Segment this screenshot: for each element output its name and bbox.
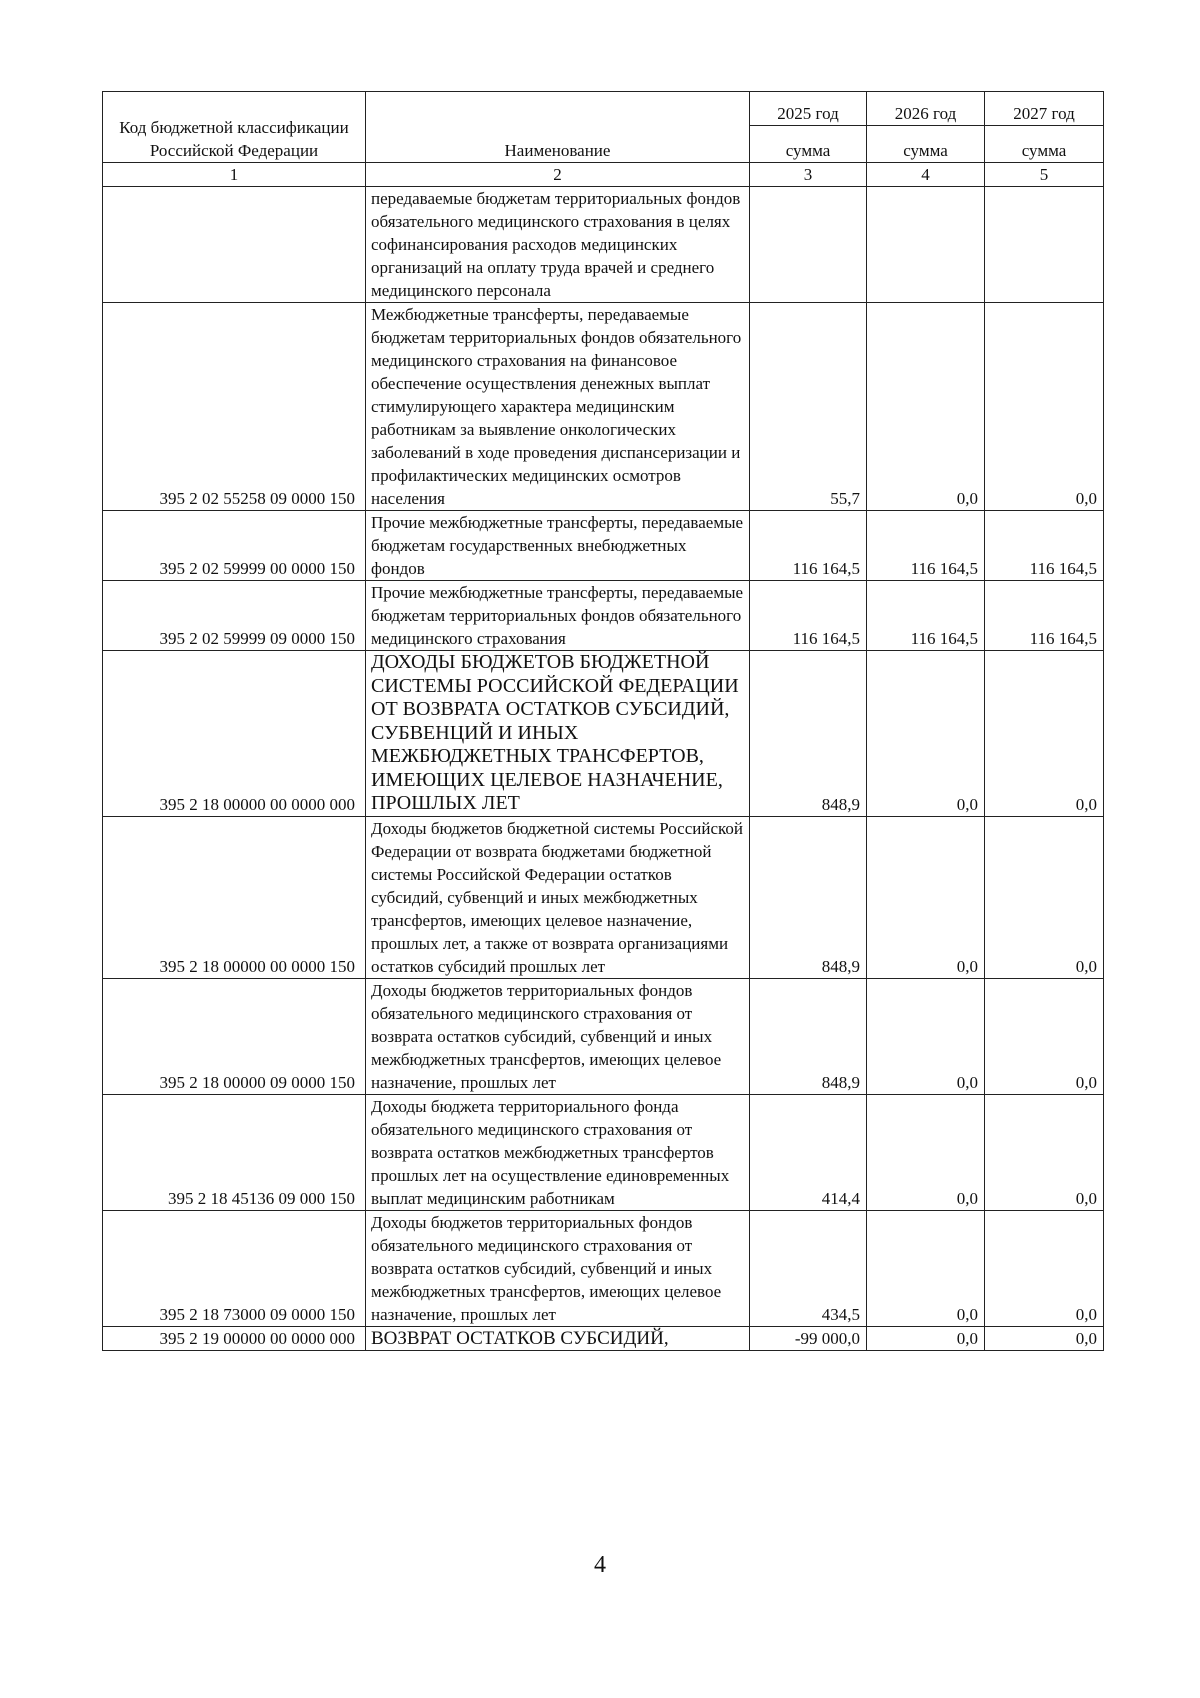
row-value-2026: 0,0 [867, 1210, 985, 1326]
table-row [103, 581, 1104, 651]
row-value-2026: 0,0 [867, 651, 985, 817]
row-name: Прочие межбюджетные трансферты, передаваемые бюджетам государственных внебюджетных фондов [366, 511, 750, 581]
row-value-2027 [985, 187, 1104, 303]
row-value-2027: 0,0 [985, 978, 1104, 1094]
header-year-2026: 2026 год [867, 92, 985, 126]
table-row [103, 1326, 1104, 1351]
column-number: 4 [867, 163, 985, 187]
table-row [103, 511, 1104, 581]
table-row [103, 187, 1104, 303]
row-value-2025 [750, 187, 867, 303]
row-name: Доходы бюджета территориального фонда обязательного медицинского страхования от возврата остатков межбюджетных трансфертов прошлых лет на осуществление единовременных выплат медицинским работникам [366, 1094, 750, 1210]
table-row [103, 1094, 1104, 1210]
row-code: 395 2 18 00000 09 0000 150 [103, 978, 366, 1094]
table-row [103, 303, 1104, 511]
row-value-2027: 0,0 [985, 651, 1104, 817]
row-value-2027: 0,0 [985, 1094, 1104, 1210]
row-name: ДОХОДЫ БЮДЖЕТОВ БЮДЖЕТНОЙ СИСТЕМЫ РОССИЙСКОЙ ФЕДЕРАЦИИ ОТ ВОЗВРАТА ОСТАТКОВ СУБСИДИЙ, СУБВЕНЦИЙ И ИНЫХ МЕЖБЮДЖЕТНЫХ ТРАНСФЕРТОВ, ИМЕЮЩИХ ЦЕЛЕВОЕ НАЗНАЧЕНИЕ, ПРОШЛЫХ ЛЕТ [366, 651, 750, 817]
row-code: 395 2 19 00000 00 0000 000 [103, 1326, 366, 1351]
table-row [103, 816, 1104, 978]
row-code: 395 2 18 45136 09 000 150 [103, 1094, 366, 1210]
header-code: Код бюджетной классификации Российской Федерации [103, 92, 366, 163]
row-value-2025: 848,9 [750, 816, 867, 978]
column-number: 2 [366, 163, 750, 187]
row-value-2026 [867, 187, 985, 303]
row-code [103, 187, 366, 303]
row-value-2025: 848,9 [750, 651, 867, 817]
header-year-2025: 2025 год [750, 92, 867, 126]
row-code: 395 2 18 00000 00 0000 150 [103, 816, 366, 978]
table-row [103, 1210, 1104, 1326]
row-value-2025: 55,7 [750, 303, 867, 511]
row-name: Доходы бюджетов бюджетной системы Российской Федерации от возврата бюджетами бюджетной системы Российской Федерации остатков субсидий, субвенций и иных межбюджетных трансфертов, имеющих целевое назначение, прошлых лет, а также от возврата организациями остатков субсидий прошлых лет [366, 816, 750, 978]
budget-revenue-table [102, 91, 1104, 1351]
header-name: Наименование [366, 92, 750, 163]
row-code: 395 2 02 59999 09 0000 150 [103, 581, 366, 651]
row-name: передаваемые бюджетам территориальных фондов обязательного медицинского страхования в целях софинансирования расходов медицинских организаций на оплату труда врачей и среднего медицинского персонала [366, 187, 750, 303]
row-code: 395 2 18 00000 00 0000 000 [103, 651, 366, 817]
row-code: 395 2 02 59999 00 0000 150 [103, 511, 366, 581]
row-code: 395 2 02 55258 09 0000 150 [103, 303, 366, 511]
row-value-2027: 0,0 [985, 816, 1104, 978]
row-name: Доходы бюджетов территориальных фондов обязательного медицинского страхования от возврата остатков субсидий, субвенций и иных межбюджетных трансфертов, имеющих целевое назначение, прошлых лет [366, 978, 750, 1094]
row-value-2025: 434,5 [750, 1210, 867, 1326]
row-value-2025: 848,9 [750, 978, 867, 1094]
row-value-2026: 0,0 [867, 978, 985, 1094]
row-value-2027: 0,0 [985, 1326, 1104, 1351]
header-sum-2026: сумма [867, 126, 985, 163]
row-code: 395 2 18 73000 09 0000 150 [103, 1210, 366, 1326]
row-name: ВОЗВРАТ ОСТАТКОВ СУБСИДИЙ, [366, 1326, 750, 1351]
row-value-2027: 116 164,5 [985, 581, 1104, 651]
column-number: 1 [103, 163, 366, 187]
row-value-2025: 414,4 [750, 1094, 867, 1210]
header-sum-2027: сумма [985, 126, 1104, 163]
column-number: 5 [985, 163, 1104, 187]
row-value-2025: -99 000,0 [750, 1326, 867, 1351]
row-value-2027: 0,0 [985, 1210, 1104, 1326]
row-value-2027: 0,0 [985, 303, 1104, 511]
row-value-2026: 0,0 [867, 1326, 985, 1351]
row-value-2026: 0,0 [867, 816, 985, 978]
table-row [103, 978, 1104, 1094]
table-row [103, 651, 1104, 817]
row-value-2027: 116 164,5 [985, 511, 1104, 581]
row-value-2026: 116 164,5 [867, 581, 985, 651]
column-number: 3 [750, 163, 867, 187]
header-sum-2025: сумма [750, 126, 867, 163]
row-name: Доходы бюджетов территориальных фондов обязательного медицинского страхования от возврата остатков субсидий, субвенций и иных межбюджетных трансфертов, имеющих целевое назначение, прошлых лет [366, 1210, 750, 1326]
header-year-2027: 2027 год [985, 92, 1104, 126]
row-value-2026: 116 164,5 [867, 511, 985, 581]
row-name: Межбюджетные трансферты, передаваемые бюджетам территориальных фондов обязательного медицинского страхования на финансовое обеспечение осуществления денежных выплат стимулирующего характера медицинским работникам за выявление онкологических заболеваний в ходе проведения диспансеризации и профилактических медицинских осмотров населения [366, 303, 750, 511]
row-name: Прочие межбюджетные трансферты, передаваемые бюджетам территориальных фондов обязательного медицинского страхования [366, 581, 750, 651]
page-number: 4 [594, 1552, 606, 1578]
row-value-2025: 116 164,5 [750, 511, 867, 581]
row-value-2026: 0,0 [867, 303, 985, 511]
row-value-2025: 116 164,5 [750, 581, 867, 651]
row-value-2026: 0,0 [867, 1094, 985, 1210]
